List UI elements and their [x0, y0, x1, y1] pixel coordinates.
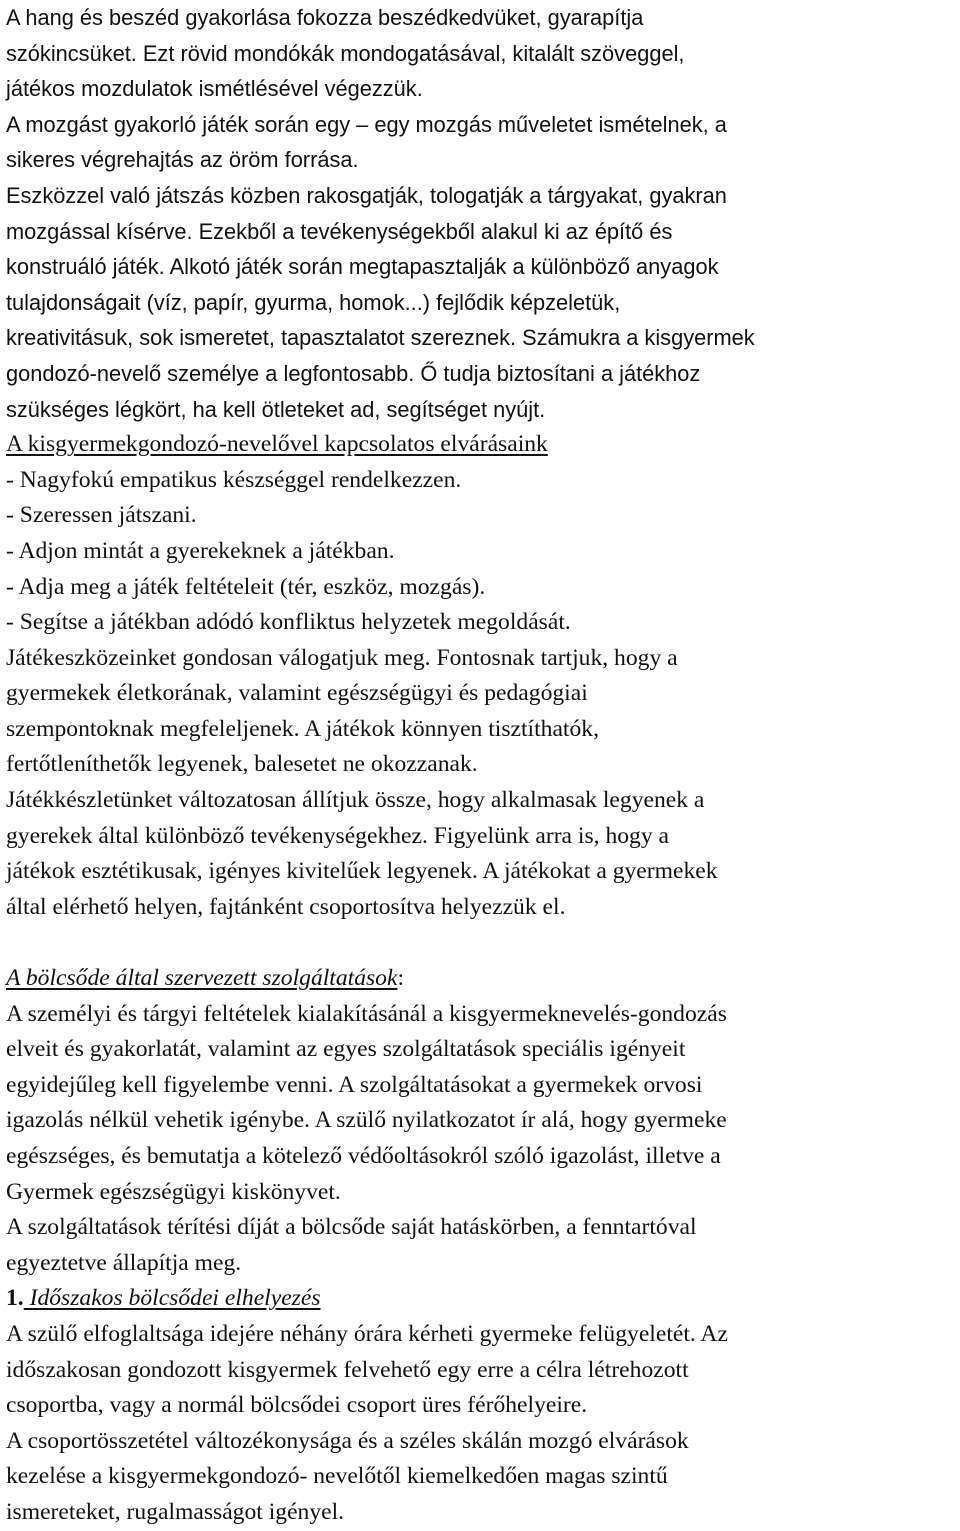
text-line: ismereteket, rugalmasságot igényel.: [6, 1498, 345, 1525]
services-section: [6, 961, 956, 1281]
text-line: szempontoknak megfeleljenek. A játékok könnyen tisztíthatók,: [6, 715, 599, 742]
document-page: [6, 0, 956, 1531]
text-line: csoportba, vagy a normál bölcsődei csoport üres férőhelyeire.: [6, 1392, 588, 1419]
text-line: A hang és beszéd gyakorlása fokozza beszédkedvüket, gyarapítja: [6, 5, 644, 30]
text-line: - Adja meg a játék feltételeit (tér, eszköz, mozgás).: [6, 573, 486, 600]
text-line: A szolgáltatások térítési díját a bölcsőde saját hatáskörben, a fenntartóval: [6, 1214, 697, 1241]
section-heading-text: A kisgyermekgondozó-nevelővel kapcsolatos elvárásaink: [6, 431, 548, 458]
text-line: gyerekek által különböző tevékenységekhez. Figyelünk arra is, hogy a: [6, 822, 670, 849]
text-line: A szülő elfoglaltsága idejére néhány órára kérheti gyermeke felügyeletét. Az: [6, 1320, 728, 1347]
text-line: - Adjon mintát a gyerekeknek a játékban.: [6, 537, 395, 564]
text-line: gondozó-nevelő személye a legfontosabb. Ő tudja biztosítani a játékhoz: [6, 360, 701, 386]
text-line: A csoportösszetétel változékonysága és a széles skálán mozgó elvárások: [6, 1427, 689, 1454]
caregiver-expectations-section: [6, 427, 956, 925]
text-line: játékos mozdulatok ismétlésével végezzük.: [6, 76, 423, 102]
section-heading: [6, 961, 956, 997]
subsection-heading: [6, 1281, 956, 1317]
text-line: igazolás nélkül vehetik igénybe. A szülő nyilatkozatot ír alá, hogy gyermeke: [6, 1107, 727, 1134]
section-heading-text: A bölcsőde által szervezett szolgáltatások: [6, 965, 398, 992]
text-line: mozgással kísérve. Ezekből a tevékenységekből alakul ki az építő és: [6, 218, 673, 244]
text-line: gyermekek életkorának, valamint egészségügyi és pedagógiai: [6, 680, 588, 707]
text-line: időszakosan gondozott kisgyermek felvehető egy erre a célra létrehozott: [6, 1356, 689, 1383]
text-line: - Segítse a játékban adódó konfliktus helyzetek megoldását.: [6, 609, 571, 636]
blank-line: [6, 925, 956, 961]
text-line: A személyi és tárgyi feltételek kialakításánál a kisgyermeknevelés-gondozás: [6, 1000, 727, 1027]
subsection-number: 1.: [6, 1285, 24, 1312]
text-line: által elérhető helyen, fajtánként csoportosítva helyezzük el.: [6, 893, 566, 920]
text-line: A mozgást gyakorló játék során egy – egy mozgás műveletet ismételnek, a: [6, 111, 727, 137]
text-line: sikeres végrehajtás az öröm forrása.: [6, 147, 359, 173]
subsection-heading-text: Időszakos bölcsődei elhelyezés: [23, 1285, 321, 1312]
text-line: Játékkészletünket változatosan állítjuk össze, hogy alkalmasak legyenek a: [6, 787, 705, 814]
text-line: - Nagyfokú empatikus készséggel rendelkezzen.: [6, 466, 462, 493]
text-line: tulajdonságait (víz, papír, gyurma, homok...) fejlődik képzeletük,: [6, 289, 621, 315]
text-line: szükséges légkört, ha kell ötleteket ad, segítséget nyújt.: [6, 396, 546, 422]
text-line: egyidejűleg kell figyelembe venni. A szolgáltatásokat a gyermekek orvosi: [6, 1071, 703, 1098]
text-line: Eszközzel való játszás közben rakosgatják, tologatják a tárgyakat, gyakran: [6, 182, 727, 208]
text-line: Gyermek egészségügyi kiskönyvet.: [6, 1178, 341, 1205]
temporary-placement-section: [6, 1281, 956, 1530]
text-line: fertőtleníthetők legyenek, balesetet ne okozzanak.: [6, 751, 478, 778]
play-development-paragraph: [6, 0, 956, 427]
section-heading: [6, 427, 956, 463]
text-line: egyeztetve állapítja meg.: [6, 1249, 242, 1276]
section-heading-colon: :: [397, 965, 405, 992]
text-line: kezelése a kisgyermekgondozó- nevelőtől kiemelkedően magas szintű: [6, 1463, 668, 1490]
text-line: kreativitásuk, sok ismeretet, tapasztalatot szereznek. Számukra a kisgyermek: [6, 325, 755, 351]
text-line: elveit és gyakorlatát, valamint az egyes szolgáltatások speciális igényeit: [6, 1036, 686, 1063]
text-line: - Szeressen játszani.: [6, 502, 197, 529]
text-line: szókincsüket. Ezt rövid mondókák mondogatásával, kitalált szöveggel,: [6, 40, 685, 66]
text-line: játékok esztétikusak, igényes kivitelűek legyenek. A játékokat a gyermekek: [6, 858, 718, 885]
text-line: egészséges, és bemutatja a kötelező védőoltásokról szóló igazolást, illetve a: [6, 1143, 721, 1169]
text-line: Játékeszközeinket gondosan válogatjuk meg. Fontosnak tartjuk, hogy a: [6, 644, 678, 671]
text-line: konstruáló játék. Alkotó játék során megtapasztalják a különböző anyagok: [6, 254, 719, 280]
